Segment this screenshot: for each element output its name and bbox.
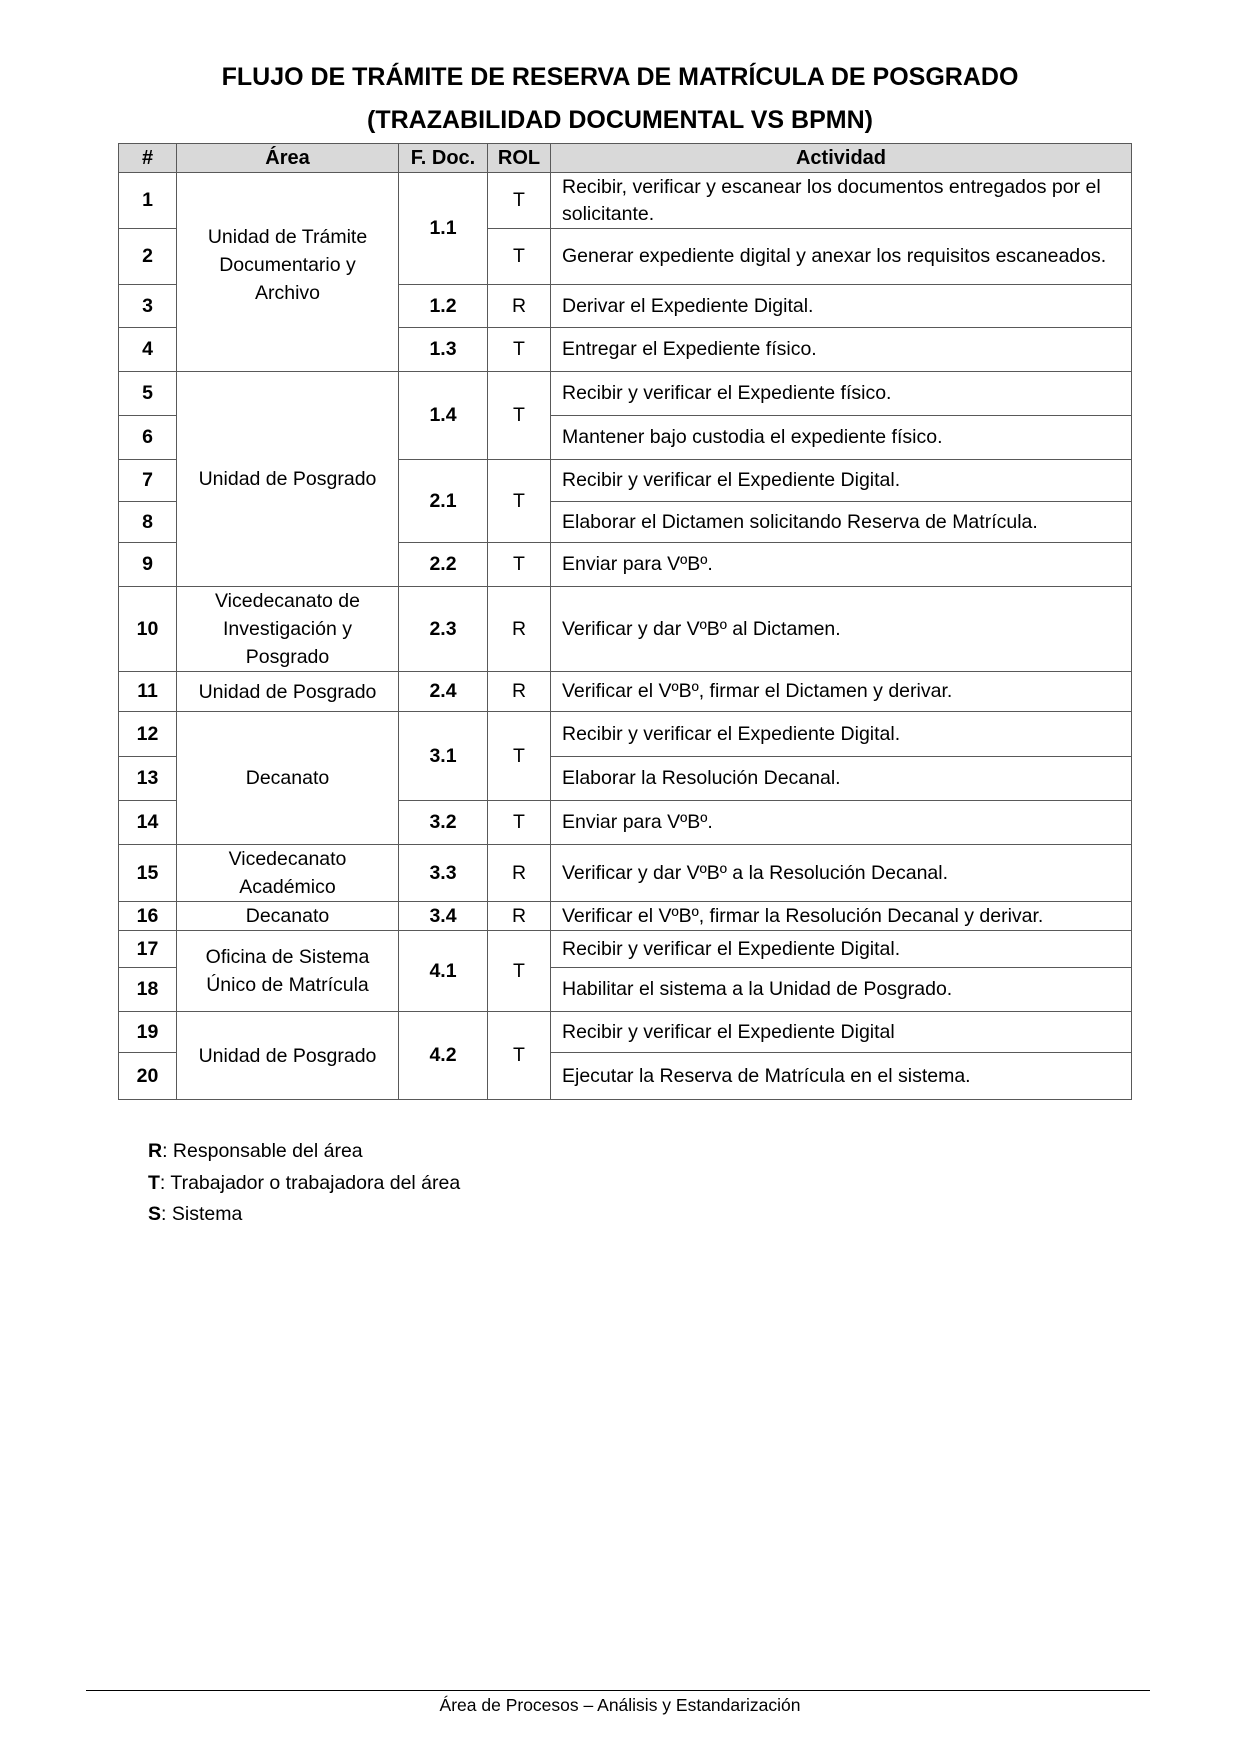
activity-cell: Recibir y verificar el Expediente Digital. <box>551 712 1132 757</box>
activity-cell: Enviar para VºBº. <box>551 801 1132 845</box>
document-title-line-2: (TRAZABILIDAD DOCUMENTAL VS BPMN) <box>367 106 873 134</box>
table-row <box>119 372 1132 416</box>
rol-cell: T <box>488 1012 551 1100</box>
fdoc-cell: 1.4 <box>399 372 488 460</box>
row-number: 14 <box>119 801 177 845</box>
row-number: 18 <box>119 968 177 1012</box>
fdoc-cell: 2.1 <box>399 460 488 543</box>
area-cell: Vicedecanato Académico <box>177 845 399 902</box>
legend-text: : Trabajador o trabajadora del área <box>159 1171 461 1194</box>
row-number: 1 <box>119 173 177 229</box>
fdoc-cell: 3.4 <box>399 902 488 931</box>
legend-item <box>148 1168 460 1200</box>
legend-text: : Responsable del área <box>162 1140 363 1162</box>
activity-cell: Recibir y verificar el Expediente Digital <box>551 1012 1132 1053</box>
area-cell: Decanato <box>177 902 399 931</box>
document-title-line-1: FLUJO DE TRÁMITE DE RESERVA DE MATRÍCULA DE POSGRADO <box>221 63 1019 91</box>
area-cell: Unidad de Posgrado <box>177 672 399 712</box>
rol-cell: R <box>488 285 551 328</box>
row-number: 13 <box>119 757 177 801</box>
rol-cell: R <box>488 845 551 902</box>
row-number: 17 <box>119 931 177 968</box>
rol-cell: T <box>488 801 551 845</box>
activity-cell: Mantener bajo custodia el expediente físico. <box>551 416 1132 460</box>
header-num: # <box>119 144 177 173</box>
fdoc-cell: 2.2 <box>399 543 488 587</box>
rol-cell: R <box>488 902 551 931</box>
table-row <box>119 672 1132 712</box>
legend-item <box>148 1199 460 1231</box>
fdoc-cell: 3.1 <box>399 712 488 801</box>
area-cell: Unidad de Posgrado <box>177 1012 399 1100</box>
legend-text: : Sistema <box>161 1203 243 1225</box>
activity-cell: Recibir y verificar el Expediente físico. <box>551 372 1132 416</box>
activity-cell: Verificar el VºBº, firmar el Dictamen y derivar. <box>551 672 1132 712</box>
header-actividad: Actividad <box>551 144 1132 173</box>
rol-cell: T <box>488 173 551 229</box>
header-area: Área <box>177 144 399 173</box>
row-number: 6 <box>119 416 177 460</box>
row-number: 15 <box>119 845 177 902</box>
row-number: 12 <box>119 712 177 757</box>
header-rol: ROL <box>488 144 551 173</box>
table-row <box>119 173 1132 229</box>
area-cell: Oficina de Sistema Único de Matrícula <box>177 931 399 1012</box>
row-number: 8 <box>119 502 177 543</box>
fdoc-cell: 4.2 <box>399 1012 488 1100</box>
rol-cell: T <box>488 712 551 801</box>
area-cell: Unidad de Trámite Documentario y Archivo <box>177 173 399 372</box>
footer-divider <box>86 1690 1150 1691</box>
activity-cell: Enviar para VºBº. <box>551 543 1132 587</box>
rol-cell: T <box>488 229 551 285</box>
row-number: 4 <box>119 328 177 372</box>
fdoc-cell: 3.3 <box>399 845 488 902</box>
table-row <box>119 587 1132 672</box>
activity-cell: Entregar el Expediente físico. <box>551 328 1132 372</box>
table-row <box>119 1012 1132 1053</box>
header-fdoc: F. Doc. <box>399 144 488 173</box>
legend-item <box>148 1136 460 1168</box>
page-footer: Área de Procesos – Análisis y Estandarización <box>439 1695 801 1715</box>
legend-key: S <box>148 1203 162 1225</box>
role-legend <box>148 1136 460 1231</box>
row-number: 3 <box>119 285 177 328</box>
row-number: 5 <box>119 372 177 416</box>
fdoc-cell: 1.3 <box>399 328 488 372</box>
rol-cell: T <box>488 372 551 460</box>
area-cell: Unidad de Posgrado <box>177 372 399 587</box>
activity-cell: Ejecutar la Reserva de Matrícula en el sistema. <box>551 1053 1132 1100</box>
rol-cell: T <box>488 931 551 1012</box>
rol-cell: R <box>488 672 551 712</box>
process-flow-table <box>118 143 1132 1100</box>
activity-cell: Derivar el Expediente Digital. <box>551 285 1132 328</box>
fdoc-cell: 1.2 <box>399 285 488 328</box>
fdoc-cell: 4.1 <box>399 931 488 1012</box>
table-row <box>119 931 1132 968</box>
row-number: 11 <box>119 672 177 712</box>
activity-cell: Generar expediente digital y anexar los requisitos escaneados. <box>551 229 1132 285</box>
activity-cell: Verificar el VºBº, firmar la Resolución Decanal y derivar. <box>551 902 1132 931</box>
activity-cell: Habilitar el sistema a la Unidad de Posgrado. <box>551 968 1132 1012</box>
activity-cell: Recibir, verificar y escanear los documentos entregados por el solicitante. <box>551 173 1132 229</box>
fdoc-cell: 2.4 <box>399 672 488 712</box>
legend-key: T <box>148 1171 160 1194</box>
row-number: 16 <box>119 902 177 931</box>
row-number: 2 <box>119 229 177 285</box>
row-number: 7 <box>119 460 177 502</box>
rol-cell: R <box>488 587 551 672</box>
activity-cell: Verificar y dar VºBº a la Resolución Decanal. <box>551 845 1132 902</box>
row-number: 20 <box>119 1053 177 1100</box>
row-number: 9 <box>119 543 177 587</box>
row-number: 19 <box>119 1012 177 1053</box>
activity-cell: Recibir y verificar el Expediente Digital. <box>551 931 1132 968</box>
table-row <box>119 712 1132 757</box>
row-number: 10 <box>119 587 177 672</box>
fdoc-cell: 3.2 <box>399 801 488 845</box>
table-row <box>119 902 1132 931</box>
area-cell: Decanato <box>177 712 399 845</box>
activity-cell: Verificar y dar VºBº al Dictamen. <box>551 587 1132 672</box>
rol-cell: T <box>488 460 551 543</box>
rol-cell: T <box>488 328 551 372</box>
table-row <box>119 845 1132 902</box>
activity-cell: Elaborar el Dictamen solicitando Reserva de Matrícula. <box>551 502 1132 543</box>
fdoc-cell: 1.1 <box>399 173 488 285</box>
activity-cell: Elaborar la Resolución Decanal. <box>551 757 1132 801</box>
area-cell: Vicedecanato de Investigación y Posgrado <box>177 587 399 672</box>
fdoc-cell: 2.3 <box>399 587 488 672</box>
table-header-row <box>119 144 1132 173</box>
activity-cell: Recibir y verificar el Expediente Digital. <box>551 460 1132 502</box>
rol-cell: T <box>488 543 551 587</box>
legend-key: R <box>148 1140 163 1162</box>
